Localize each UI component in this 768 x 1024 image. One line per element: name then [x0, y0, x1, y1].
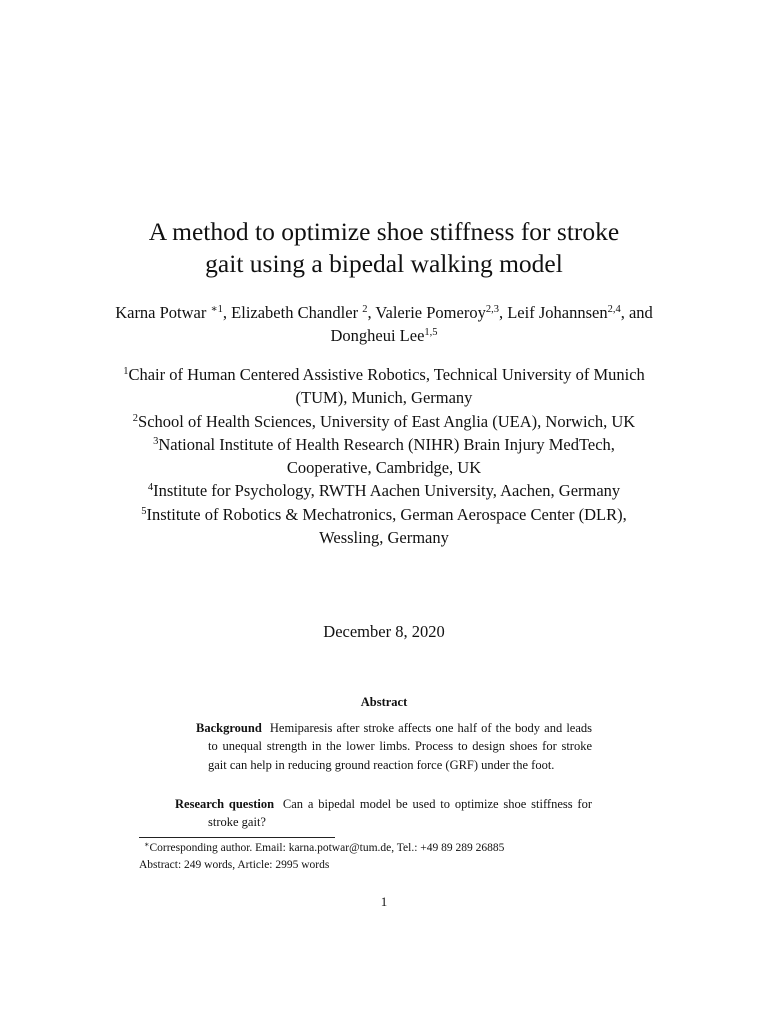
- author-name: Valerie Pomeroy: [375, 303, 486, 322]
- affiliation-number: 4: [147, 482, 154, 494]
- affiliation-text: Institute for Psychology, RWTH Aachen University, Aachen, Germany: [153, 481, 621, 501]
- affiliation: [112, 479, 656, 502]
- author-separator: ,: [367, 303, 376, 322]
- abstract-background-label: Background: [196, 721, 262, 735]
- author-affiliation-mark: 2,3: [485, 304, 499, 315]
- affiliation-text: Institute of Robotics & Mechatronics, German Aerospace Center (DLR), Wessling, Germany: [146, 504, 627, 548]
- footnote-mark: ∗: [144, 840, 150, 849]
- author-affiliation-mark: ∗1: [210, 304, 223, 315]
- footnotes: [139, 840, 639, 873]
- affiliation-text: National Institute of Health Research (NIHR) Brain Injury MedTech, Cooperative, Cambridge, UK: [158, 434, 615, 478]
- affiliation: [112, 363, 656, 410]
- affiliation-number: 2: [132, 412, 139, 424]
- affiliation-text: Chair of Human Centered Assistive Robotics, Technical University of Munich (TUM), Munich, Germany: [128, 365, 645, 408]
- abstract-background: [196, 719, 593, 774]
- corresponding-author-footnote: [139, 840, 639, 857]
- abstract-research-text: Can a bipedal model be used to optimize shoe stiffness for stroke gait?: [208, 797, 593, 830]
- abstract-heading: Abstract: [360, 695, 408, 709]
- author-affiliation-mark: 1,5: [424, 327, 438, 338]
- footnote-divider: [139, 837, 335, 838]
- affiliation: [112, 410, 656, 433]
- author-affiliation-mark: 2: [362, 304, 368, 315]
- affiliation-number: 1: [123, 366, 129, 377]
- author-separator: ,: [222, 303, 232, 322]
- affiliation-text: School of Health Sciences, University of East Anglia (UEA), Norwich, UK: [138, 411, 636, 431]
- affiliation-number: 5: [141, 505, 147, 517]
- author-name: Karna Potwar: [115, 303, 207, 322]
- corresponding-author-text: Corresponding author. Email: karna.potwar@tum.de, Tel.: +49 89 289 26885: [149, 842, 505, 854]
- abstract-research-question: [175, 795, 593, 832]
- affiliation: [112, 503, 656, 550]
- title-line-2: gait using a bipedal walking model: [205, 249, 563, 278]
- author-list: [110, 301, 658, 347]
- title-line-1: A method to optimize shoe stiffness for stroke: [148, 217, 620, 246]
- publication-date: December 8, 2020: [323, 622, 445, 641]
- author-name: Dongheui Lee: [330, 326, 425, 345]
- page-number: 1: [380, 894, 388, 909]
- affiliation-list: [112, 363, 656, 549]
- abstract-background-text: Hemiparesis after stroke affects one half of the body and leads to unequal strength in the lower limbs. Process to design shoes for stroke gait can help in reducing ground reaction force (GRF) under the foot.: [208, 721, 593, 772]
- author-separator: ,: [498, 303, 508, 322]
- abstract-research-label: Research question: [175, 797, 275, 811]
- affiliation: [112, 433, 656, 480]
- paper-title: [100, 216, 668, 280]
- author-name: Leif Johannsen: [507, 303, 608, 322]
- author-affiliation-mark: 2,4: [607, 304, 621, 315]
- author-name: Elizabeth Chandler: [231, 303, 359, 322]
- word-count-footnote: Abstract: 249 words, Article: 2995 words: [139, 858, 330, 871]
- affiliation-number: 3: [153, 435, 159, 447]
- author-separator: , and: [620, 303, 653, 322]
